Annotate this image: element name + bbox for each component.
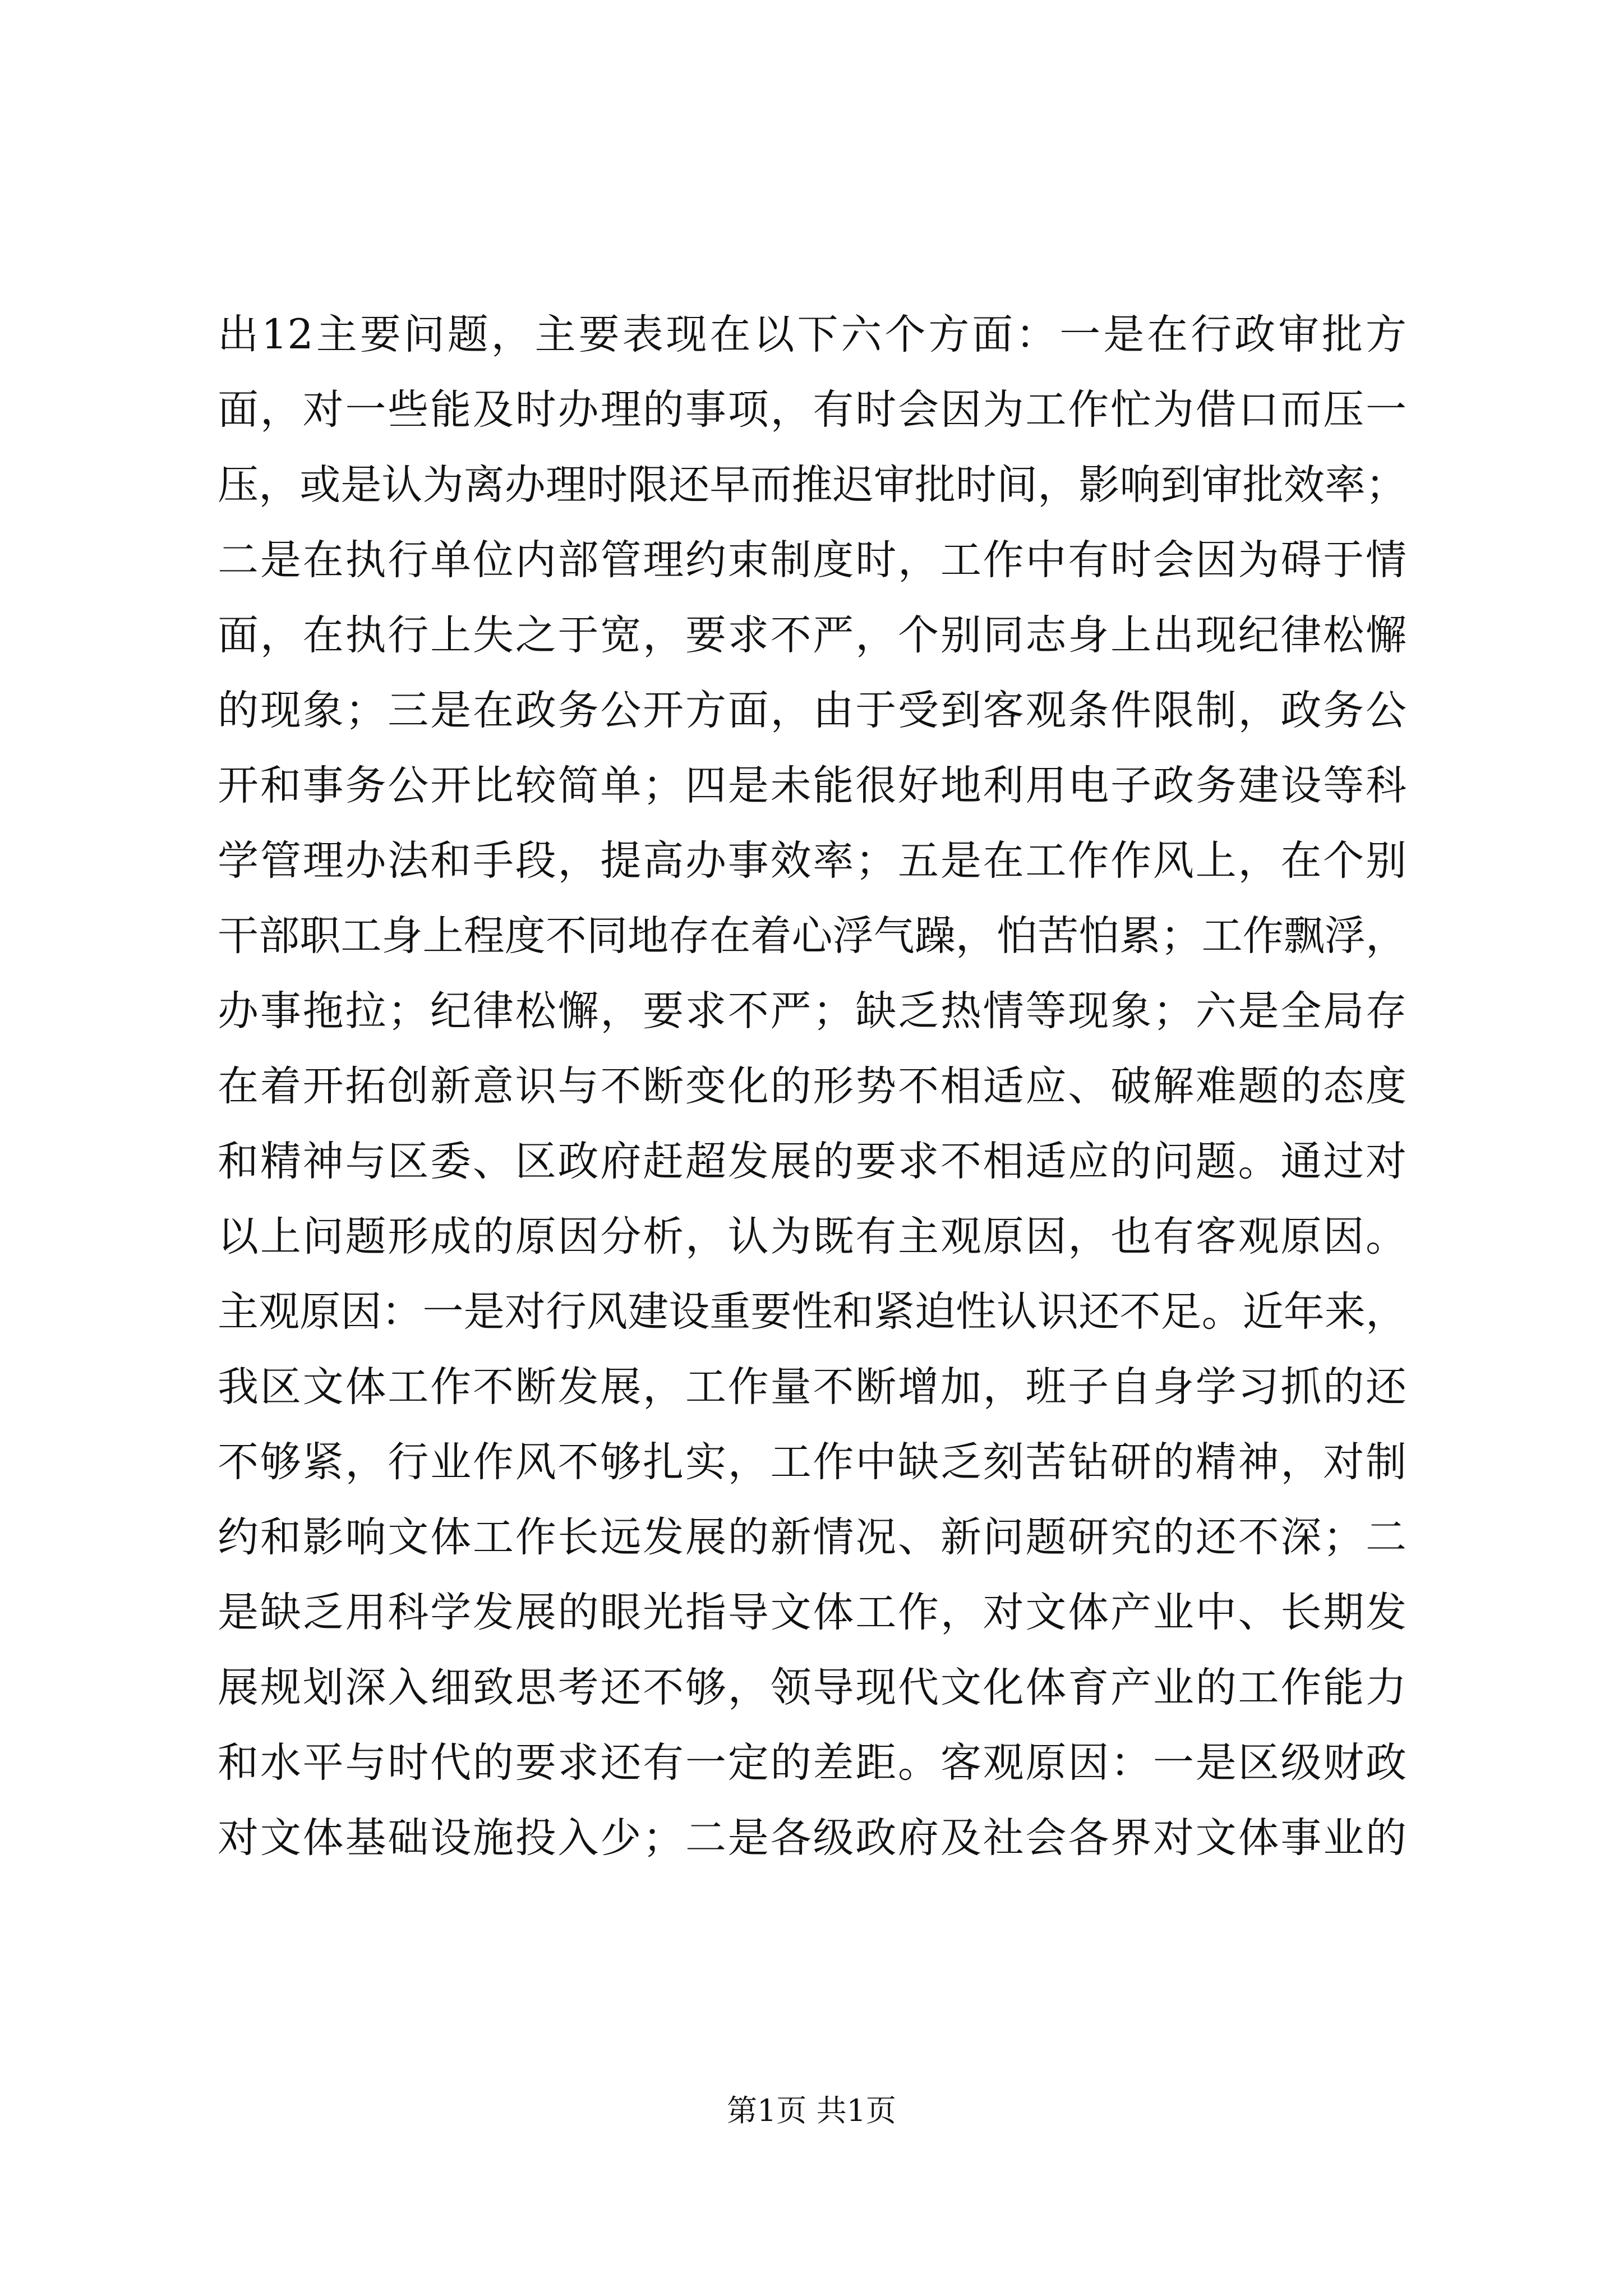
- text-line: 压，或是认为离办理时限还早而推迟审批时间，影响到审批效率；: [218, 461, 1407, 509]
- text-line: 干部职工身上程度不同地存在着心浮气躁，怕苦怕累；工作飘浮，: [218, 912, 1407, 960]
- text-line: 面，在执行上失之于宽，要求不严，个别同志身上出现纪律松懈: [218, 611, 1407, 659]
- text-line: 二是在执行单位内部管理约束制度时，工作中有时会因为碍于情: [218, 536, 1407, 584]
- text-line: 我区文体工作不断发展，工作量不断增加，班子自身学习抓的还: [218, 1363, 1407, 1411]
- text-line: 学管理办法和手段，提高办事效率；五是在工作作风上，在个别: [218, 837, 1407, 885]
- text-line: 的现象；三是在政务公开方面，由于受到客观条件限制，政务公: [218, 687, 1407, 734]
- text-line: 是缺乏用科学发展的眼光指导文体工作，对文体产业中、长期发: [218, 1589, 1407, 1636]
- page-footer: 第1页 共1页: [727, 2093, 896, 2128]
- text-line: 和精神与区委、区政府赶超发展的要求不相适应的问题。通过对: [218, 1138, 1407, 1185]
- text-line: 约和影响文体工作长远发展的新情况、新问题研究的还不深；二: [218, 1513, 1407, 1561]
- text-line: 展规划深入细致思考还不够，领导现代文化体育产业的工作能力: [218, 1664, 1407, 1711]
- text-line: 出12主要问题，主要表现在以下六个方面：一是在行政审批方: [218, 311, 1407, 358]
- text-line: 对文体基础设施投入少；二是各级政府及社会各界对文体事业的: [218, 1814, 1407, 1862]
- text-line: 不够紧，行业作风不够扎实，工作中缺乏刻苦钻研的精神，对制: [218, 1438, 1407, 1486]
- text-line: 主观原因：一是对行风建设重要性和紧迫性认识还不足。近年来，: [218, 1288, 1407, 1336]
- text-line: 开和事务公开比较简单；四是未能很好地利用电子政务建设等科: [218, 762, 1407, 809]
- text-line: 以上问题形成的原因分析，认为既有主观原因，也有客观原因。: [218, 1213, 1407, 1260]
- text-line: 面，对一些能及时办理的事项，有时会因为工作忙为借口而压一: [218, 386, 1407, 434]
- text-line: 和水平与时代的要求还有一定的差距。客观原因：一是区级财政: [218, 1739, 1407, 1787]
- body-text: [218, 297, 1407, 1876]
- text-line: 在着开拓创新意识与不断变化的形势不相适应、破解难题的态度: [218, 1062, 1407, 1110]
- text-line: 办事拖拉；纪律松懈，要求不严；缺乏热情等现象；六是全局存: [218, 987, 1407, 1035]
